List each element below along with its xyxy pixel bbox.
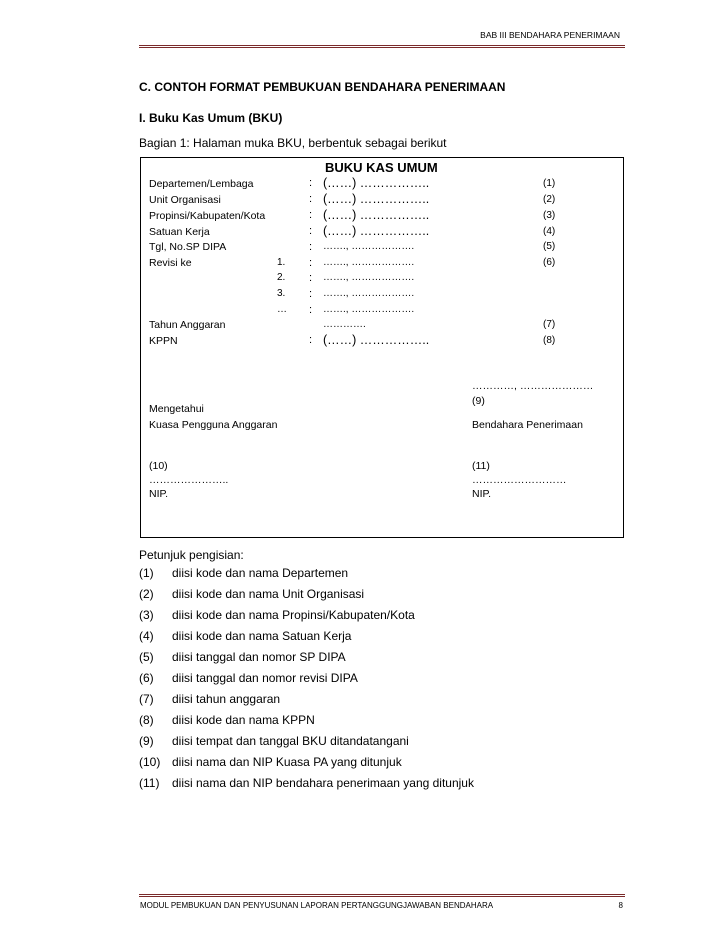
instruction-number: (4) bbox=[139, 629, 154, 643]
instruction-number: (8) bbox=[139, 713, 154, 727]
instruction-number: (5) bbox=[139, 650, 154, 664]
instruction-number: (11) bbox=[139, 776, 160, 790]
right-code: (11) bbox=[472, 460, 490, 472]
instruction-item bbox=[139, 713, 315, 727]
header-rule bbox=[139, 45, 625, 48]
instruction-item bbox=[139, 629, 351, 643]
instruction-number: (9) bbox=[139, 734, 154, 748]
instruction-item bbox=[139, 566, 348, 580]
instruction-item bbox=[139, 776, 474, 790]
place-date: …………, ………………… bbox=[472, 380, 594, 392]
left-signer-title: Kuasa Pengguna Anggaran bbox=[149, 419, 278, 431]
form-title: BUKU KAS UMUM bbox=[325, 160, 438, 175]
form-row-number: 1. bbox=[277, 257, 286, 268]
mengetahui-label: Mengetahui bbox=[149, 403, 204, 415]
section-title: C. CONTOH FORMAT PEMBUKUAN BENDAHARA PENERIMAAN bbox=[139, 80, 506, 94]
form-row-colon: : bbox=[309, 209, 313, 221]
bku-form-box bbox=[140, 157, 624, 538]
form-row-colon: : bbox=[309, 177, 313, 189]
instruction-item bbox=[139, 671, 358, 685]
intro-text: Bagian 1: Halaman muka BKU, berbentuk sebagai berikut bbox=[139, 136, 447, 150]
form-row-value: (……) …………….. bbox=[323, 176, 430, 190]
instruction-text: diisi tanggal dan nomor revisi DIPA bbox=[172, 671, 358, 685]
instruction-text: diisi kode dan nama Propinsi/Kabupaten/Kota bbox=[172, 608, 415, 622]
instructions-heading: Petunjuk pengisian: bbox=[139, 548, 244, 562]
form-row-number: … bbox=[277, 304, 287, 315]
instruction-text: diisi kode dan nama Departemen bbox=[172, 566, 349, 580]
instruction-item bbox=[139, 692, 280, 706]
form-row-colon: : bbox=[309, 225, 313, 237]
form-row-value: (……) …………….. bbox=[323, 333, 430, 347]
form-row-value: (……) …………….. bbox=[323, 208, 430, 222]
form-row-colon: : bbox=[309, 272, 313, 284]
form-row-value: (……) …………….. bbox=[323, 224, 430, 238]
form-row-code: (2) bbox=[543, 194, 556, 205]
form-row-value: ……., ………………. bbox=[323, 304, 415, 315]
instruction-item bbox=[139, 650, 346, 664]
instruction-item bbox=[139, 608, 415, 622]
left-code: (10) bbox=[149, 460, 168, 472]
form-row-label: Tahun Anggaran bbox=[149, 319, 226, 331]
form-row-label: Propinsi/Kabupaten/Kota bbox=[149, 210, 266, 222]
form-row-code: (7) bbox=[543, 319, 556, 330]
form-row-colon: : bbox=[309, 304, 313, 316]
left-dots: ………………….. bbox=[149, 474, 229, 486]
form-row-value: ……., ………………. bbox=[323, 241, 415, 252]
left-nip: NIP. bbox=[149, 488, 169, 500]
right-dots: ……………………… bbox=[472, 474, 567, 486]
instruction-item bbox=[139, 734, 409, 748]
form-row-value: ……., ………………. bbox=[323, 288, 415, 299]
footer-rule bbox=[139, 894, 625, 897]
place-date-code: (9) bbox=[472, 395, 485, 407]
form-row-number: 2. bbox=[277, 272, 286, 283]
page-header-chapter: BAB III BENDAHARA PENERIMAAN bbox=[480, 30, 620, 40]
instruction-number: (2) bbox=[139, 587, 154, 601]
right-nip: NIP. bbox=[472, 488, 492, 500]
instruction-text: diisi kode dan nama Unit Organisasi bbox=[172, 587, 365, 601]
form-row-label: Revisi ke bbox=[149, 257, 192, 269]
form-row-code: (3) bbox=[543, 210, 556, 221]
instruction-number: (3) bbox=[139, 608, 154, 622]
form-row-label: Departemen/Lembaga bbox=[149, 178, 254, 190]
form-row-label: KPPN bbox=[149, 335, 178, 347]
instruction-text: diisi kode dan nama Satuan Kerja bbox=[172, 629, 352, 643]
instruction-text: diisi tahun anggaran bbox=[172, 692, 281, 706]
instruction-number: (7) bbox=[139, 692, 154, 706]
form-row-code: (4) bbox=[543, 226, 556, 237]
instruction-text: diisi nama dan NIP Kuasa PA yang ditunjuk bbox=[172, 755, 402, 769]
instruction-text: diisi tanggal dan nomor SP DIPA bbox=[172, 650, 346, 664]
form-row-code: (8) bbox=[543, 335, 556, 346]
right-signer-title: Bendahara Penerimaan bbox=[472, 419, 583, 431]
form-row-label: Satuan Kerja bbox=[149, 226, 210, 238]
instruction-item bbox=[139, 755, 402, 769]
form-row-colon: : bbox=[309, 241, 313, 253]
instruction-number: (6) bbox=[139, 671, 154, 685]
form-row-code: (6) bbox=[543, 257, 556, 268]
instruction-text: diisi tempat dan tanggal BKU ditandatangani bbox=[172, 734, 409, 748]
form-row-colon: : bbox=[309, 288, 313, 300]
footer-module-title: MODUL PEMBUKUAN DAN PENYUSUNAN LAPORAN PERTANGGUNGJAWABAN BENDAHARA bbox=[140, 901, 494, 910]
form-row-value: (……) …………….. bbox=[323, 192, 430, 206]
instruction-number: (1) bbox=[139, 566, 154, 580]
form-row-label: Unit Organisasi bbox=[149, 194, 221, 206]
form-row-label: Tgl, No.SP DIPA bbox=[149, 241, 227, 253]
form-row-code: (1) bbox=[543, 178, 556, 189]
form-row-value: …………. bbox=[323, 319, 366, 330]
instruction-number: (10) bbox=[139, 755, 161, 769]
form-row-number: 3. bbox=[277, 288, 286, 299]
instruction-text: diisi nama dan NIP bendahara penerimaan yang ditunjuk bbox=[172, 776, 474, 790]
instruction-item bbox=[139, 587, 364, 601]
instruction-text: diisi kode dan nama KPPN bbox=[172, 713, 315, 727]
page-number: 8 bbox=[618, 901, 623, 910]
form-row-value: ……., ………………. bbox=[323, 272, 415, 283]
form-row-colon: : bbox=[309, 334, 313, 346]
form-row-colon: : bbox=[309, 193, 313, 205]
form-row-colon: : bbox=[309, 257, 313, 269]
form-row-code: (5) bbox=[543, 241, 556, 252]
form-row-value: ……., ………………. bbox=[323, 257, 415, 268]
subsection-title: I. Buku Kas Umum (BKU) bbox=[139, 111, 283, 125]
